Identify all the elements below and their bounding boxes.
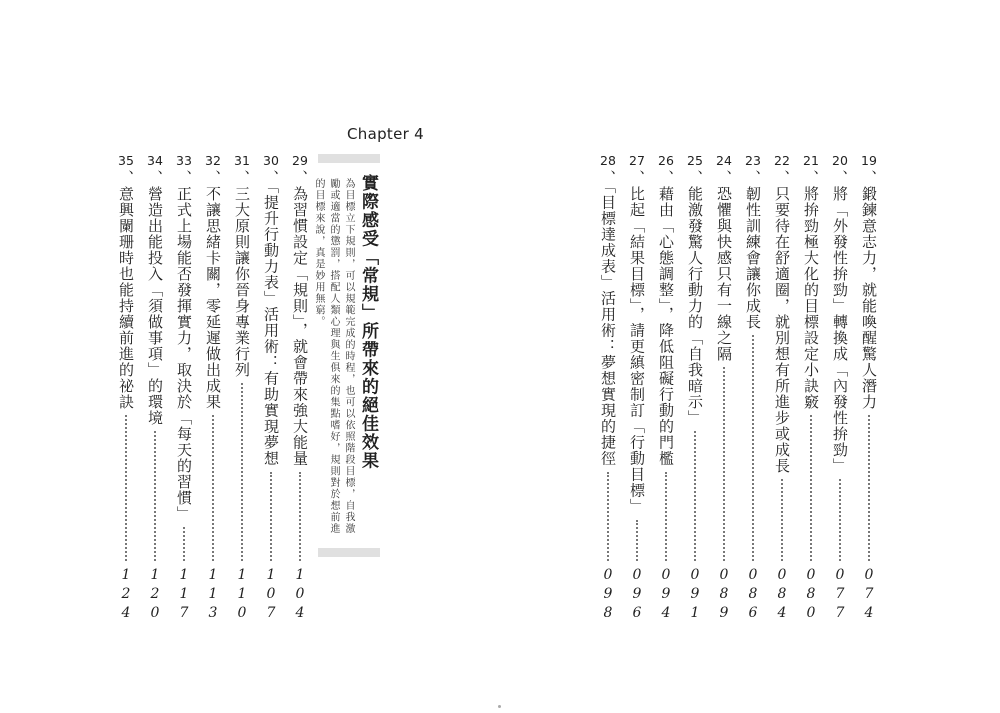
toc-entry-title: 、為習慣設定「規則」，就會帶來強大能量 xyxy=(291,170,309,467)
toc-entry-number: 31 xyxy=(234,153,250,168)
leader-dots xyxy=(752,335,754,561)
toc-entry[interactable] xyxy=(143,154,167,624)
toc-entry-page: 104 xyxy=(292,567,308,624)
toc-entry-number: 26 xyxy=(658,153,674,168)
toc-entry-title: 、營造出能投入「須做事項」的環境 xyxy=(146,170,164,426)
leader-dots xyxy=(241,383,243,561)
toc-entry-number: 33 xyxy=(176,153,192,168)
toc-entry-number: 21 xyxy=(803,153,819,168)
toc-entry[interactable] xyxy=(799,154,823,624)
toc-entry[interactable] xyxy=(857,154,881,624)
toc-entry-page: 096 xyxy=(629,567,645,624)
toc-entry-title: 、不讓思緒卡關，零延遲做出成果 xyxy=(204,170,222,410)
toc-entry[interactable] xyxy=(683,154,707,624)
toc-entry-number: 32 xyxy=(205,153,221,168)
toc-entry-title: 、「目標達成表」活用術：夢想實現的捷徑 xyxy=(599,170,617,467)
toc-entry-number: 30 xyxy=(263,153,279,168)
toc-entry-number: 22 xyxy=(774,153,790,168)
chapter-title: 實際感受「常規」所帶來的絕佳效果 xyxy=(358,174,378,470)
toc-entry-number: 23 xyxy=(745,153,761,168)
toc-entry[interactable] xyxy=(596,154,620,624)
toc-entry-title: 、藉由「心態調整」，降低阻礙行動的門檻 xyxy=(657,170,675,467)
chapter-bar-top xyxy=(318,154,380,163)
leader-dots xyxy=(868,415,870,561)
leader-dots xyxy=(183,527,185,561)
leader-dots xyxy=(299,472,301,562)
leader-dots xyxy=(607,472,609,562)
toc-entry[interactable] xyxy=(172,154,196,624)
toc-entry[interactable] xyxy=(654,154,678,624)
leader-dots xyxy=(810,415,812,561)
toc-entry-page: 098 xyxy=(600,567,616,624)
toc-entry[interactable] xyxy=(712,154,736,624)
leader-dots xyxy=(270,472,272,562)
toc-entry-number: 20 xyxy=(832,153,848,168)
leader-dots xyxy=(723,367,725,561)
toc-entry-title: 、鍛鍊意志力，就能喚醒驚人潛力 xyxy=(860,170,878,410)
toc-entry-page: 084 xyxy=(774,567,790,624)
leader-dots xyxy=(665,472,667,562)
toc-entry-page: 120 xyxy=(147,567,163,624)
leader-dots xyxy=(125,415,127,561)
toc-entry[interactable] xyxy=(288,154,312,624)
toc-entry[interactable] xyxy=(230,154,254,624)
toc-entry[interactable] xyxy=(114,154,138,624)
toc-entry-title: 、將「外發性拚勁」轉換成「內發性拚勁」 xyxy=(831,170,849,474)
toc-entry-title: 、能激發驚人行動力的「自我暗示」 xyxy=(686,170,704,426)
leader-dots xyxy=(781,479,783,561)
toc-entry-page: 086 xyxy=(745,567,761,624)
toc-entry[interactable] xyxy=(770,154,794,624)
chapter-header xyxy=(313,154,382,562)
toc-entry-title: 、韌性訓練會讓你成長 xyxy=(744,170,762,330)
toc-entry-number: 24 xyxy=(716,153,732,168)
toc-entry[interactable] xyxy=(259,154,283,624)
leader-dots xyxy=(154,431,156,561)
toc-entry-number: 29 xyxy=(292,153,308,168)
toc-entry-page: 124 xyxy=(118,567,134,624)
leader-dots xyxy=(212,415,214,561)
toc-entry-number: 25 xyxy=(687,153,703,168)
chapter-label: Chapter 4 xyxy=(347,125,424,143)
toc-entry-page: 074 xyxy=(861,567,877,624)
gutter-mark xyxy=(498,705,501,708)
chapter-description: 為目標立下規則，可以規範完成的時程，也可以依照階段目標，自我激勵或適當的懲罰，搭配人類心理與生俱來的集點嗜好，規則對於想前進的目標來說，真是妙用無窮。 xyxy=(313,178,354,535)
toc-entry-page: 094 xyxy=(658,567,674,624)
toc-entry-page: 080 xyxy=(803,567,819,624)
toc-entry-title: 、恐懼與快感只有一線之隔 xyxy=(715,170,733,362)
toc-entry-title: 、「提升行動力表」活用術：有助實現夢想 xyxy=(262,170,280,467)
toc-entry-number: 19 xyxy=(861,153,877,168)
toc-entry-page: 089 xyxy=(716,567,732,624)
right-page xyxy=(500,0,1000,713)
chapter-bar-bottom xyxy=(318,548,380,557)
leader-dots xyxy=(839,479,841,561)
toc-entry-page: 117 xyxy=(176,567,192,624)
toc-entry-page: 110 xyxy=(234,567,250,624)
toc-entry-title: 、只要待在舒適圈，就別想有所進步或成長 xyxy=(773,170,791,474)
toc-entry-title: 、三大原則讓你晉身專業行列 xyxy=(233,170,251,378)
toc-entry[interactable] xyxy=(741,154,765,624)
leader-dots xyxy=(694,431,696,561)
toc-entry[interactable] xyxy=(828,154,852,624)
toc-entry-number: 35 xyxy=(118,153,134,168)
toc-entry-title: 、意興闌珊時也能持續前進的祕訣 xyxy=(117,170,135,410)
toc-entry-title: 、將拚勁極大化的目標設定小訣竅 xyxy=(802,170,820,410)
toc-entry-number: 34 xyxy=(147,153,163,168)
toc-entry[interactable] xyxy=(201,154,225,624)
leader-dots xyxy=(636,520,638,562)
toc-entry-title: 、比起「結果目標」，請更縝密制訂「行動目標」 xyxy=(628,170,646,515)
toc-entry-page: 077 xyxy=(832,567,848,624)
toc-entry-page: 113 xyxy=(205,567,221,624)
toc-entry-page: 107 xyxy=(263,567,279,624)
toc-entry[interactable] xyxy=(625,154,649,624)
toc-entry-number: 27 xyxy=(629,153,645,168)
toc-entry-page: 091 xyxy=(687,567,703,624)
toc-entry-number: 28 xyxy=(600,153,616,168)
toc-entry-title: 、正式上場能否發揮實力，取決於「每天的習慣」 xyxy=(175,170,193,522)
